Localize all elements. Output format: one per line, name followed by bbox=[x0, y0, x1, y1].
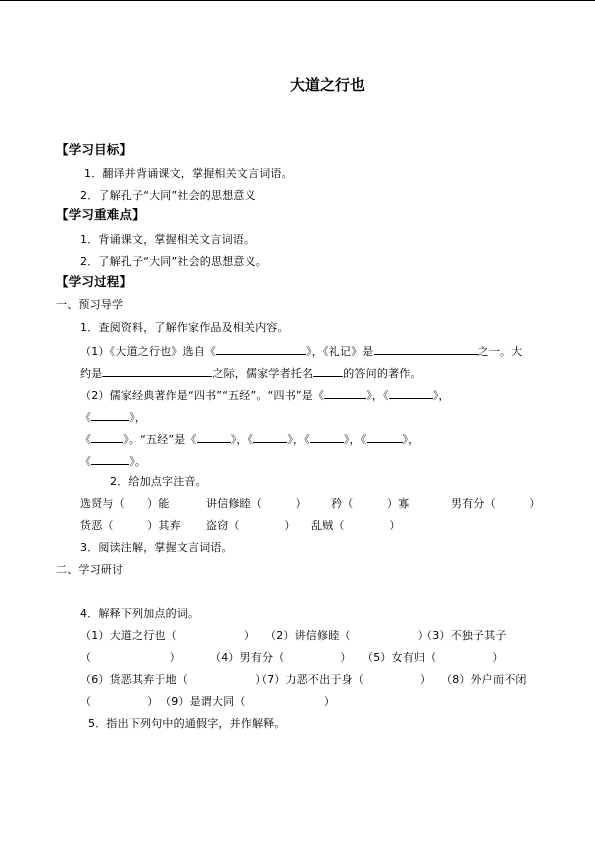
key-2: 2．了解孔子“大同”社会的思想意义。 bbox=[80, 255, 267, 268]
question-1-2-line3 bbox=[80, 431, 419, 447]
text: 约是 bbox=[80, 367, 103, 380]
goal-2: 2．了解孔子“大同”社会的思想意义 bbox=[80, 189, 256, 202]
blank-field[interactable] bbox=[91, 431, 123, 443]
question-1: 1．查阅资料，了解作家作品及相关内容。 bbox=[80, 321, 289, 334]
blank-field[interactable] bbox=[253, 431, 287, 443]
question-1-1-line2 bbox=[80, 365, 422, 381]
text: 》，《 bbox=[287, 433, 310, 446]
question-1-2-line1 bbox=[80, 387, 450, 403]
blank-field[interactable] bbox=[310, 431, 344, 443]
text: 的答问的著作。 bbox=[343, 367, 422, 380]
blank-field[interactable] bbox=[324, 387, 366, 399]
text: 》，《 bbox=[343, 433, 367, 446]
word-item: （4）男有分（ ） bbox=[210, 651, 352, 664]
word-item: （1）大道之行也（ ） bbox=[80, 629, 256, 642]
text: 》，《礼记》是 bbox=[306, 345, 374, 358]
word-item: （7）力恶不出于身（ ） bbox=[256, 673, 432, 686]
text: 《 bbox=[80, 411, 92, 424]
text: （1）《大道之行也》选自《 bbox=[80, 345, 217, 358]
word-item: （ ） bbox=[80, 651, 181, 664]
top-rule bbox=[0, 0, 595, 1]
blank-field[interactable] bbox=[197, 431, 231, 443]
question-2: 2．给加点字注音。 bbox=[110, 475, 207, 488]
word-item: （6）货恶其弃于地（ ） bbox=[80, 673, 267, 686]
text: 》， bbox=[432, 389, 450, 402]
word-item: （5）女有归（ ） bbox=[362, 651, 504, 664]
section-heading-process: 【学习过程】 bbox=[56, 274, 133, 289]
pinyin-item: 盗窃（ ） bbox=[206, 519, 296, 532]
text: 》， bbox=[129, 411, 147, 424]
goal-1: 1．翻译并背诵课文，掌握相关文言词语。 bbox=[84, 167, 293, 180]
part2-heading: 二、学习研讨 bbox=[56, 563, 124, 576]
blank-field[interactable] bbox=[102, 365, 212, 377]
question-5: 5．指出下列句中的通假字，并作解释。 bbox=[88, 717, 286, 730]
section-heading-key: 【学习重难点】 bbox=[56, 207, 145, 222]
blank-field[interactable] bbox=[91, 453, 129, 465]
blank-field[interactable] bbox=[367, 431, 403, 443]
text: 《 bbox=[80, 455, 92, 468]
word-item: （8）外户而不闭 bbox=[441, 673, 527, 686]
key-1: 1．背诵课文，掌握相关文言词语。 bbox=[80, 233, 256, 246]
text: （2）儒家经典著作是“四书”“五经”。“四书”是《 bbox=[80, 389, 325, 402]
pinyin-item: 货恶（ ）其弃 bbox=[80, 519, 181, 532]
pinyin-item: 矜（ ）寡 bbox=[331, 497, 410, 510]
blank-field[interactable] bbox=[313, 365, 343, 377]
question-1-2-line4 bbox=[80, 453, 146, 469]
pinyin-item: 讲信修睦（ ） bbox=[206, 497, 307, 510]
question-1-2-line2 bbox=[80, 409, 146, 425]
text: 》，《 bbox=[230, 433, 254, 446]
blank-field[interactable] bbox=[389, 387, 433, 399]
pinyin-item: 乱贼（ ） bbox=[311, 519, 401, 532]
text: 》， bbox=[402, 433, 420, 446]
word-item: （3）不独子其子 bbox=[421, 629, 507, 642]
blank-field[interactable] bbox=[216, 343, 306, 355]
section-heading-goals: 【学习目标】 bbox=[56, 142, 133, 157]
pinyin-item: 选贤与（ ）能 bbox=[80, 497, 170, 510]
pinyin-item: 男有分（ ） bbox=[451, 497, 541, 510]
word-item: （9）是谓大同（ ） bbox=[160, 695, 336, 708]
word-item: （2）讲信修睦（ ） bbox=[265, 629, 429, 642]
text: 》，《 bbox=[366, 389, 389, 402]
question-3: 3．阅读注解，掌握文言词语。 bbox=[80, 541, 233, 554]
text: 》。 bbox=[129, 455, 147, 468]
text: 之际，儒家学者托名 bbox=[212, 367, 314, 380]
text: 》。“五经”是《 bbox=[123, 433, 197, 446]
part1-heading: 一、预习导学 bbox=[56, 298, 124, 311]
blank-field[interactable] bbox=[91, 409, 129, 421]
question-4: 4．解释下列加点的词。 bbox=[80, 607, 200, 620]
blank-field[interactable] bbox=[374, 343, 478, 355]
page-title: 大道之行也 bbox=[289, 76, 365, 94]
word-item: （ ） bbox=[80, 695, 159, 708]
question-1-1-line1 bbox=[80, 343, 522, 359]
text: 之一。大 bbox=[477, 345, 523, 358]
text: 《 bbox=[80, 433, 92, 446]
